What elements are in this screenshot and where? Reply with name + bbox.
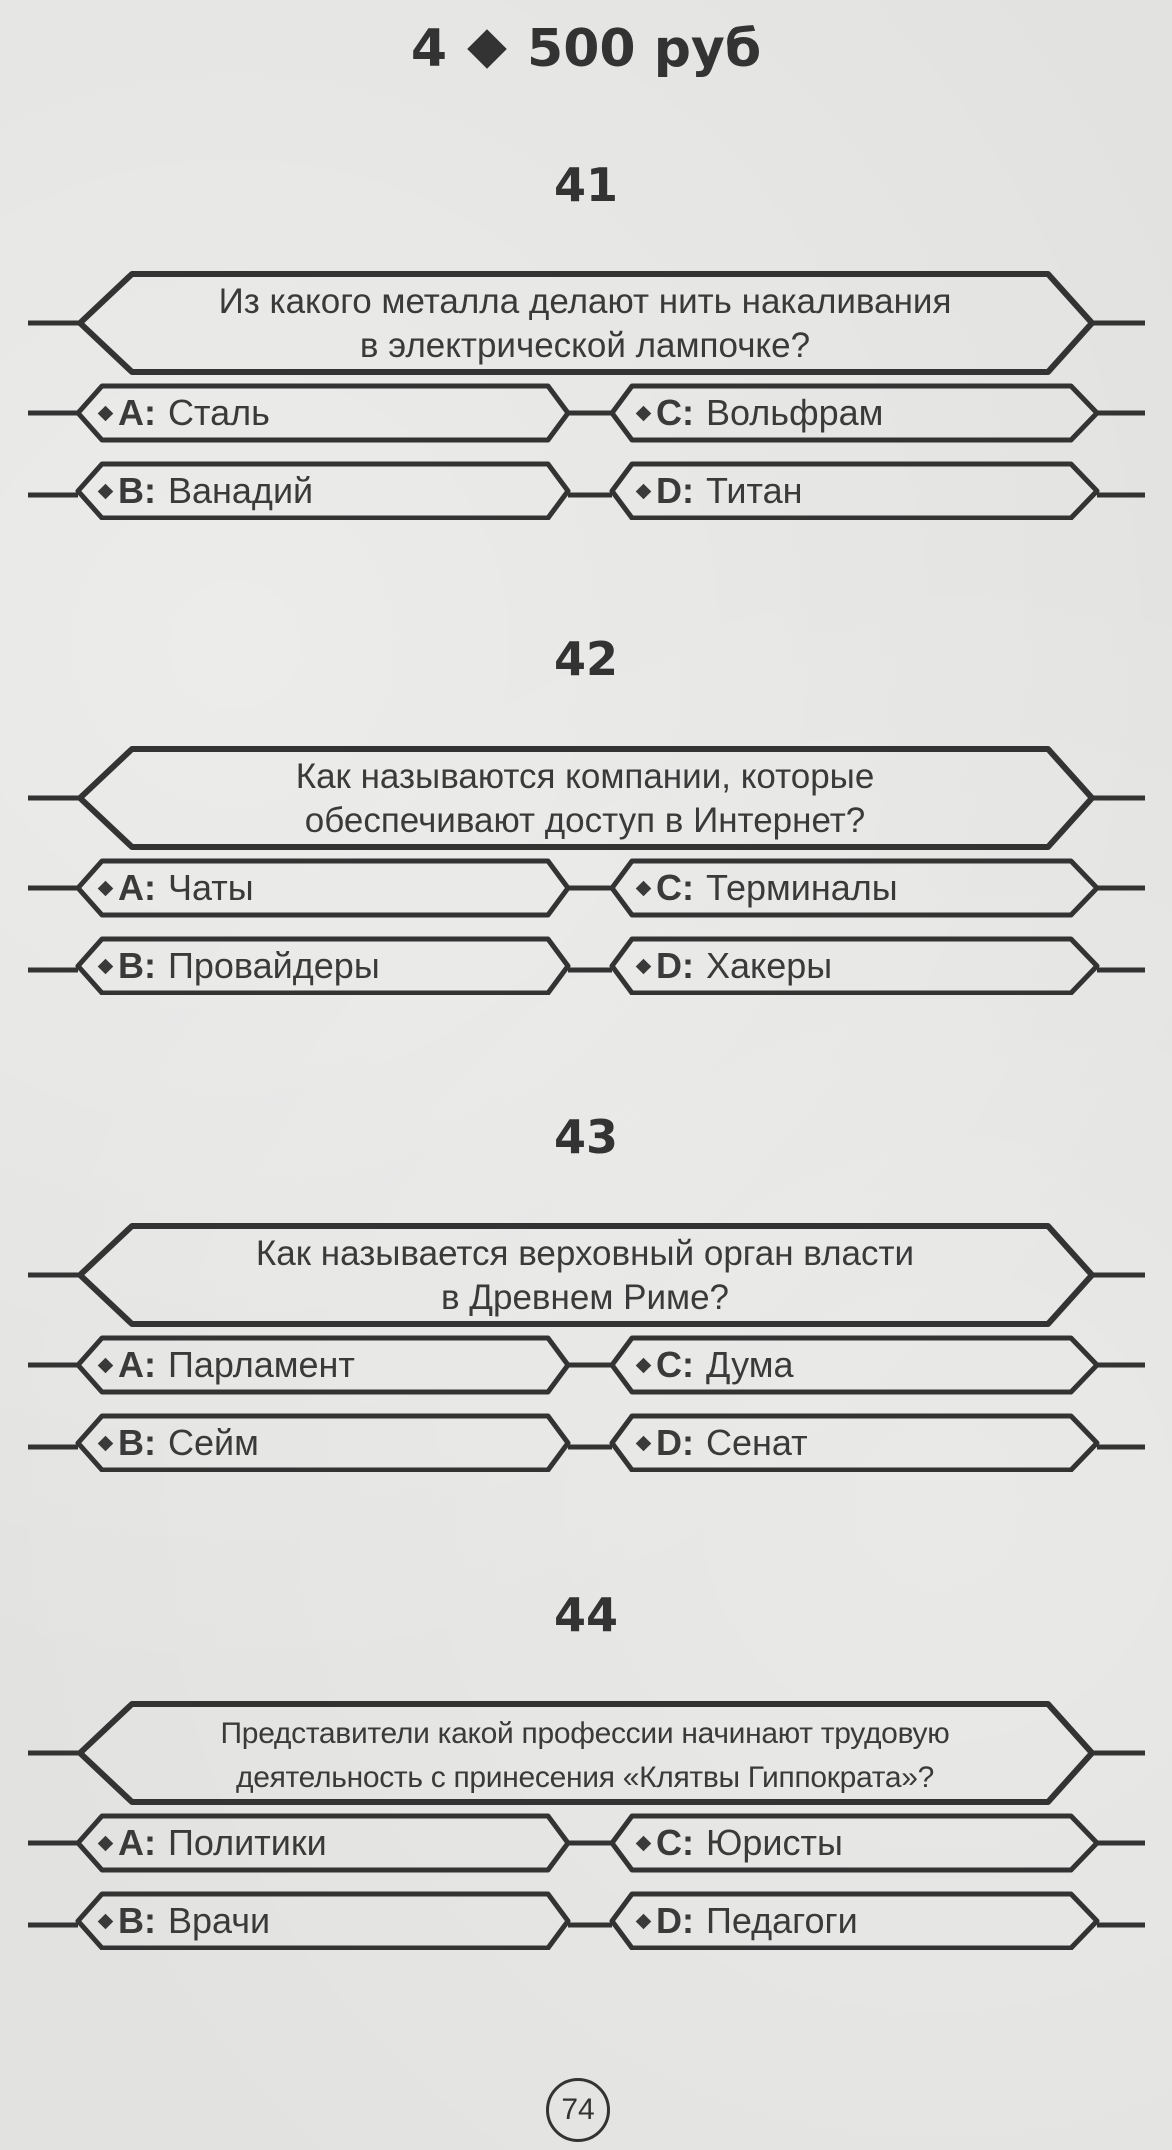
answer-key: D: (656, 1900, 694, 1941)
answer-c[interactable] (638, 385, 883, 441)
answer-text: Юристы (706, 1822, 843, 1863)
answer-b[interactable] (100, 1893, 270, 1949)
diamond-bullet-icon (636, 1913, 652, 1929)
answer-text: Политики (168, 1822, 327, 1863)
page-number: 74 (546, 2078, 610, 2142)
answer-text: Врачи (168, 1900, 271, 1941)
question-text (120, 280, 1050, 368)
question-number: 41 (553, 158, 618, 212)
question-line: Представители какой профессии начинают трудовую (220, 1717, 950, 1750)
diamond-bullet-icon (636, 1435, 652, 1451)
diamond-bullet-icon (98, 958, 114, 974)
question-line: в Древнем Риме? (440, 1278, 729, 1317)
answer-d[interactable] (638, 463, 803, 519)
answer-a[interactable] (100, 1337, 355, 1393)
question-line: Из какого металла делают нить накаливания (218, 282, 952, 321)
answer-c[interactable] (638, 860, 898, 916)
answer-b[interactable] (100, 938, 380, 994)
answer-text: Дума (706, 1344, 794, 1385)
answer-b[interactable] (100, 1415, 259, 1471)
answer-a[interactable] (100, 385, 270, 441)
answer-key: B: (118, 1422, 156, 1463)
diamond-bullet-icon (98, 405, 114, 421)
answer-text: Парламент (168, 1344, 355, 1385)
page-header (0, 14, 1172, 84)
answer-a[interactable] (100, 1815, 327, 1871)
answer-text: Вольфрам (706, 392, 884, 433)
diamond-bullet-icon (636, 405, 652, 421)
diamond-bullet-icon (636, 483, 652, 499)
question-line: обеспечивают доступ в Интернет? (304, 801, 866, 840)
diamond-bullet-icon (636, 1357, 652, 1373)
answer-key: D: (656, 470, 694, 511)
question-card (0, 1222, 1172, 1472)
question-number: 43 (553, 1110, 618, 1164)
question-number: 44 (553, 1588, 618, 1642)
question-text (120, 1232, 1050, 1320)
answer-text: Терминалы (706, 867, 898, 908)
answer-d[interactable] (638, 1893, 858, 1949)
answer-d[interactable] (638, 938, 832, 994)
diamond-bullet-icon (98, 880, 114, 896)
answer-text: Хакеры (706, 945, 833, 986)
question-line: Как называется верховный орган власти (255, 1234, 915, 1273)
answer-key: C: (656, 867, 694, 908)
question-line: в электрической лампочке? (359, 326, 811, 365)
diamond-bullet-icon (98, 1435, 114, 1451)
diamond-bullet-icon (98, 1913, 114, 1929)
answer-key: A: (118, 867, 156, 908)
answer-key: A: (118, 392, 156, 433)
answer-text: Сейм (168, 1422, 259, 1463)
answer-key: B: (118, 945, 156, 986)
answer-text: Провайдеры (168, 945, 380, 986)
diamond-bullet-icon (98, 1835, 114, 1851)
answer-a[interactable] (100, 860, 254, 916)
diamond-bullet-icon (636, 880, 652, 896)
answer-key: D: (656, 945, 694, 986)
answer-text: Сталь (168, 392, 270, 433)
diamond-icon (467, 29, 507, 69)
answer-key: C: (656, 1344, 694, 1385)
answer-key: A: (118, 1822, 156, 1863)
question-card (0, 270, 1172, 520)
level-number: 4 (410, 19, 448, 79)
answer-c[interactable] (638, 1337, 794, 1393)
diamond-bullet-icon (636, 1835, 652, 1851)
diamond-bullet-icon (98, 483, 114, 499)
prize-amount: 500 руб (527, 19, 762, 79)
question-card (0, 745, 1172, 995)
answer-key: B: (118, 470, 156, 511)
answer-text: Чаты (168, 867, 254, 908)
answer-key: C: (656, 1822, 694, 1863)
answer-text: Сенат (706, 1422, 808, 1463)
answer-key: B: (118, 1900, 156, 1941)
question-line: Как называются компании, которые (295, 757, 875, 796)
answer-c[interactable] (638, 1815, 843, 1871)
diamond-bullet-icon (636, 958, 652, 974)
answer-text: Титан (706, 470, 803, 511)
answer-key: C: (656, 392, 694, 433)
question-text (120, 1712, 1050, 1800)
answer-d[interactable] (638, 1415, 808, 1471)
answer-key: D: (656, 1422, 694, 1463)
question-line: деятельность с принесения «Клятвы Гиппократа»? (236, 1761, 934, 1794)
diamond-bullet-icon (98, 1357, 114, 1373)
question-number: 42 (553, 632, 618, 686)
answer-b[interactable] (100, 463, 313, 519)
question-text (120, 755, 1050, 843)
answer-text: Ванадий (168, 470, 314, 511)
question-card (0, 1700, 1172, 1950)
answer-text: Педагоги (706, 1900, 858, 1941)
answer-key: A: (118, 1344, 156, 1385)
